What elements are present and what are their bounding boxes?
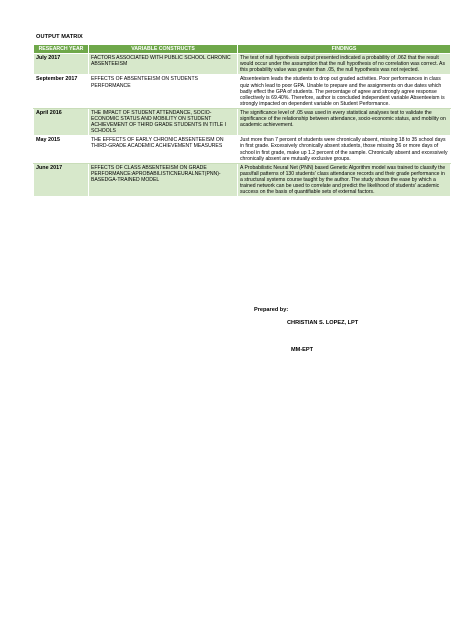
row-construct: THE IMPACT OF STUDENT ATTENDANCE, SOCIO-ECONOMIC STATUS AND MOBILITY ON STUDENT ACHIEVEMENT OF THIRD GRADE STUDENTS IN TITLE I SCHOOLS (89, 108, 238, 135)
prepared-by-label: Prepared by: (254, 307, 289, 313)
table-row (34, 54, 451, 75)
table-row (34, 108, 451, 135)
header-research-year: RESEARCH YEAR (34, 45, 89, 54)
row-findings: The significance level of .05 was used in every statistical analyses test to validate the significance of the relationship between attendance, socio-economic status, and mobility on academic achievement. (238, 108, 451, 135)
document-code: MM-EPT (291, 347, 314, 353)
row-findings: Absenteeism leads the students to drop out graded activities. Poor performances in class quiz which lead to poor GPA. Unable to prepare and the assignments on due dates which badly effect the GPA of students. The percentage of agree and strongly agree response collectively is 69.40%. Therefore, author is concluded independent variable Absenteeism is strongly impacted on dependent variable on Student Performance. (238, 75, 451, 108)
row-construct: FACTORS ASSOCIATED WITH PUBLIC SCHOOL CHRONIC ABSENTEEISM (89, 54, 238, 75)
table-row (34, 75, 451, 108)
row-year: July 2017 (34, 54, 89, 75)
header-findings: FINDINGS (238, 45, 451, 54)
row-year: May 2015 (34, 136, 89, 163)
row-construct: EFFECTS OF ABSENTEEISM ON STUDENTS PERFORMANCE (89, 75, 238, 108)
row-findings: A Probabilistic Neural Net (PNN) based Genetic Algorithm model was trained to classify the pass/fall patterns of 130 students' class attendance records and their grade performance in a structural systems course taught by the author. The study shows the ease by which a trained network can be used to correlate and predict the likelihood of students' academic success on the basis of quantifiable sets of external factors. (238, 163, 451, 196)
row-construct: EFFECTS OF CLASS ABSENTEEISM ON GRADE PERFORMANCE:APROBABILISTICNEURALNET(PNN)-BASEDGA-TRAINED MODEL (89, 163, 238, 196)
table-row (34, 136, 451, 163)
table-row (34, 163, 451, 196)
row-findings: Just more than 7 percent of students were chronically absent, missing 18 to 35 school days in first grade. Excessively chronically absent students, those missing 36 or more days of school in first grade, make up 1.2 percent of the sample. Chronically absent and excessively chronically absent are mutually exclusive groups. (238, 136, 451, 163)
document-title: OUTPUT MATRIX (36, 34, 83, 40)
row-year: June 2017 (34, 163, 89, 196)
table-header-row (34, 45, 451, 54)
output-matrix-table (33, 44, 451, 197)
row-construct: THE EFFECTS OF EARLY CHRONIC ABSENTEEISM ON THIRD-GRADE ACADEMIC ACHIEVEMENT MEASURES (89, 136, 238, 163)
row-findings: The test of null hypothesis output presented indicated a probability of .062 that the result would occur under the assumption that the null hypothesis of no correlation was correct. As this probability value was greater than .05, the null hypothesis was not rejected. (238, 54, 451, 75)
row-year: September 2017 (34, 75, 89, 108)
row-year: April 2016 (34, 108, 89, 135)
author-name: CHRISTIAN S. LOPEZ, LPT (287, 320, 359, 326)
header-variable-constructs: VARIABLE CONSTRUCTS (89, 45, 238, 54)
